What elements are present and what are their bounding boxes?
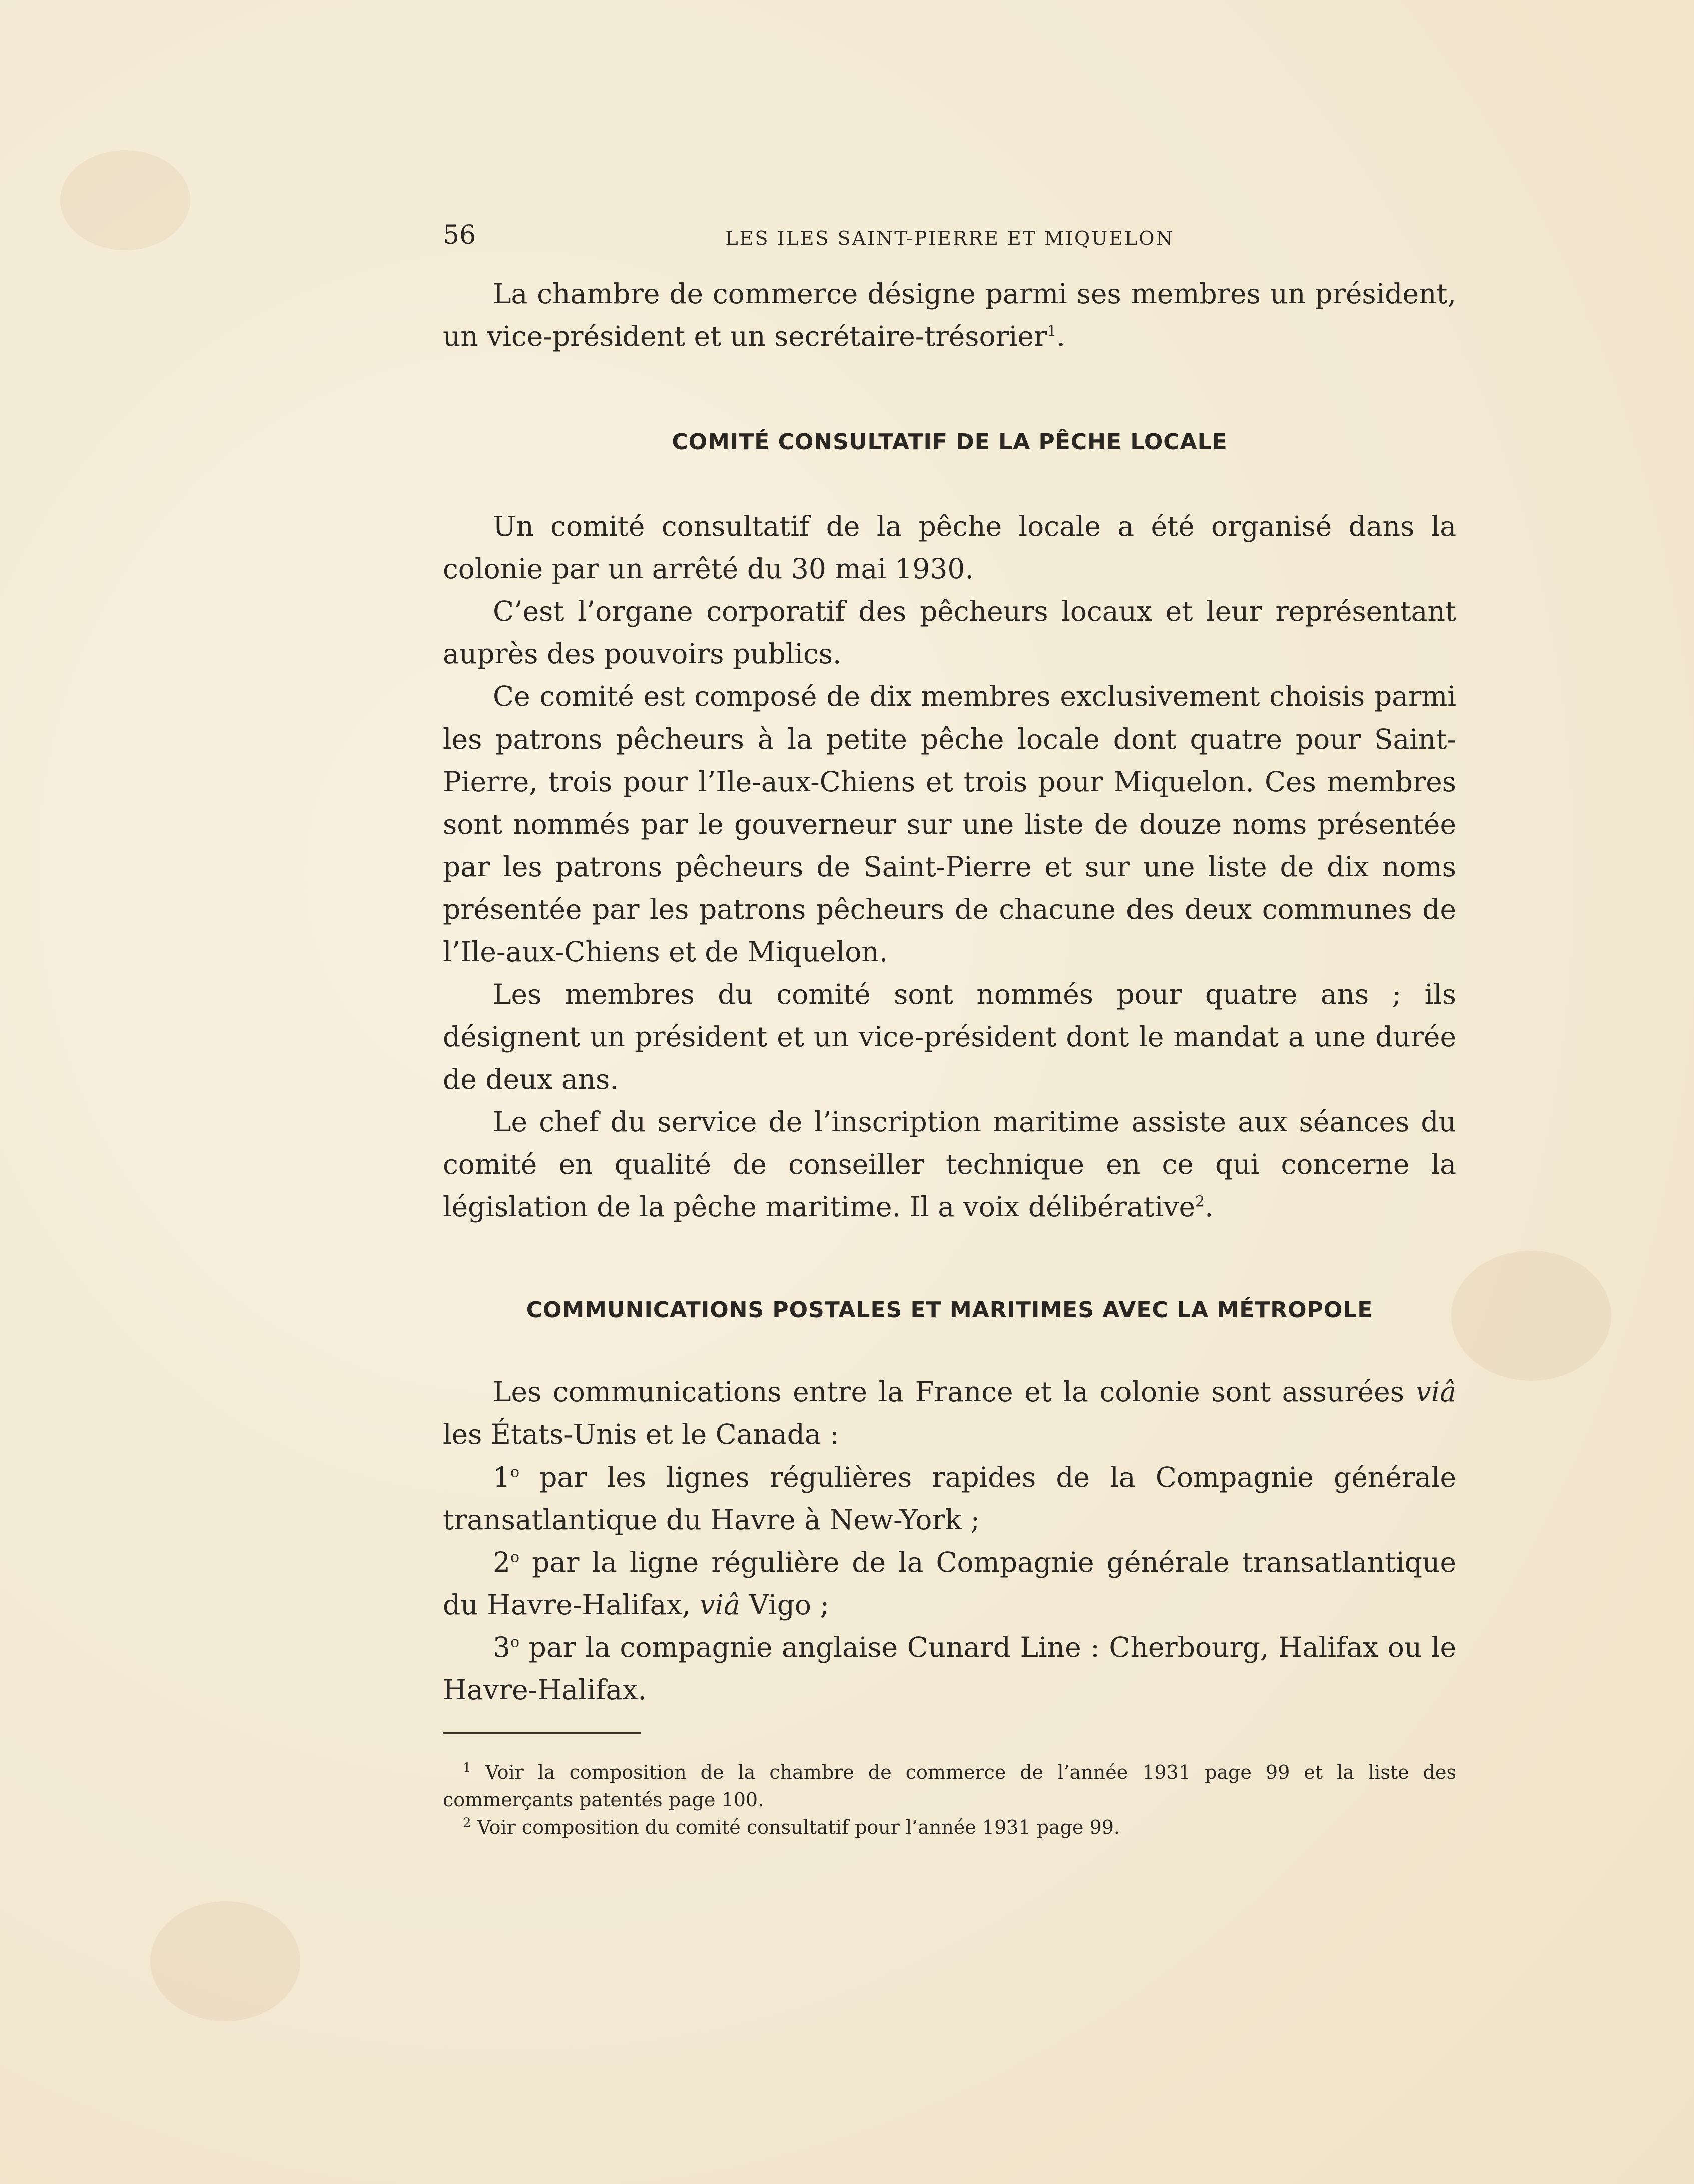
section-peche-body [443, 505, 1456, 1228]
running-head [443, 220, 1456, 260]
footnote-ref-1[interactable]: 1 [1047, 322, 1057, 340]
section-heading-communications: COMMUNICATIONS POSTALES ET MARITIMES AVEC LA MÉTROPOLE [526, 1297, 1373, 1323]
paper-stain [1451, 1251, 1611, 1381]
footnote-2: $^2$ Voir composition du comité consultatif pour l’année 1931 page 99. [463, 1815, 1120, 1838]
intro-paragraph: La chambre de commerce désigne parmi ses membres un président, un vice-président et un secrétaire-trésorier$^1$. [443, 278, 1456, 352]
intro-block [443, 273, 1456, 358]
footnote-1: $^1$ Voir la composition de la chambre de commerce de l’année 1931 page 99 et la liste des commerçants patentés page 100. [443, 1760, 1456, 1811]
paper-stain [150, 1901, 300, 2021]
paper-stain [60, 150, 190, 250]
footnotes [443, 1759, 1456, 1841]
paragraph: Le chef du service de l’inscription maritime assiste aux séances du comité en qualité de conseiller technique en ce qui concerne la législation de la pêche maritime. Il a voix délibérative$^2$. [443, 1106, 1456, 1223]
page-number: 56 [443, 220, 476, 250]
paragraph: Ce comité est composé de dix membres exclusivement choisis parmi les patrons pêcheurs à la petite pêche locale dont quatre pour Saint-Pierre, trois pour l’Ile-aux-Chiens et trois pour Miquelon. Ces membres sont nommés par le gouverneur sur une liste de douze noms présentée par les patrons pêcheurs de Saint-Pierre et sur une liste de dix noms présentée par les patrons pêcheurs de chacune des deux communes de l’Ile-aux-Chiens et de Miquelon. [443, 680, 1456, 968]
paragraph: Les communications entre la France et la colonie sont assurées viâ les États-Unis et le Canada : [443, 1376, 1457, 1450]
footnote-ref-2[interactable]: 2 [1195, 1193, 1205, 1211]
list-item: 2$^o$ par la ligne régulière de la Compagnie générale transatlantique du Havre-Halifax, viâ Vigo ; [443, 1546, 1456, 1621]
list-item: 3$^o$ par la compagnie anglaise Cunard Line : Cherbourg, Halifax ou le Havre-Halifax. [443, 1631, 1457, 1706]
paragraph: C’est l’organe corporatif des pêcheurs locaux et leur représentant auprès des pouvoirs publics. [443, 595, 1456, 670]
list-item: 1$^o$ par les lignes régulières rapides de la Compagnie générale transatlantique du Havre à New-York ; [443, 1461, 1456, 1536]
section-communications-body [443, 1371, 1456, 1711]
running-title: LES ILES SAINT-PIERRE ET MIQUELON [725, 227, 1174, 249]
paragraph: Un comité consultatif de la pêche locale a été organisé dans la colonie par un arrêté du 30 mai 1930. [443, 510, 1456, 585]
section-heading-peche: COMITÉ CONSULTATIF DE LA PÊCHE LOCALE [672, 429, 1228, 455]
paragraph: Les membres du comité sont nommés pour quatre ans ; ils désignent un président et un vice-président dont le mandat a une durée de deux ans. [443, 978, 1456, 1095]
footnote-divider [443, 1732, 641, 1734]
